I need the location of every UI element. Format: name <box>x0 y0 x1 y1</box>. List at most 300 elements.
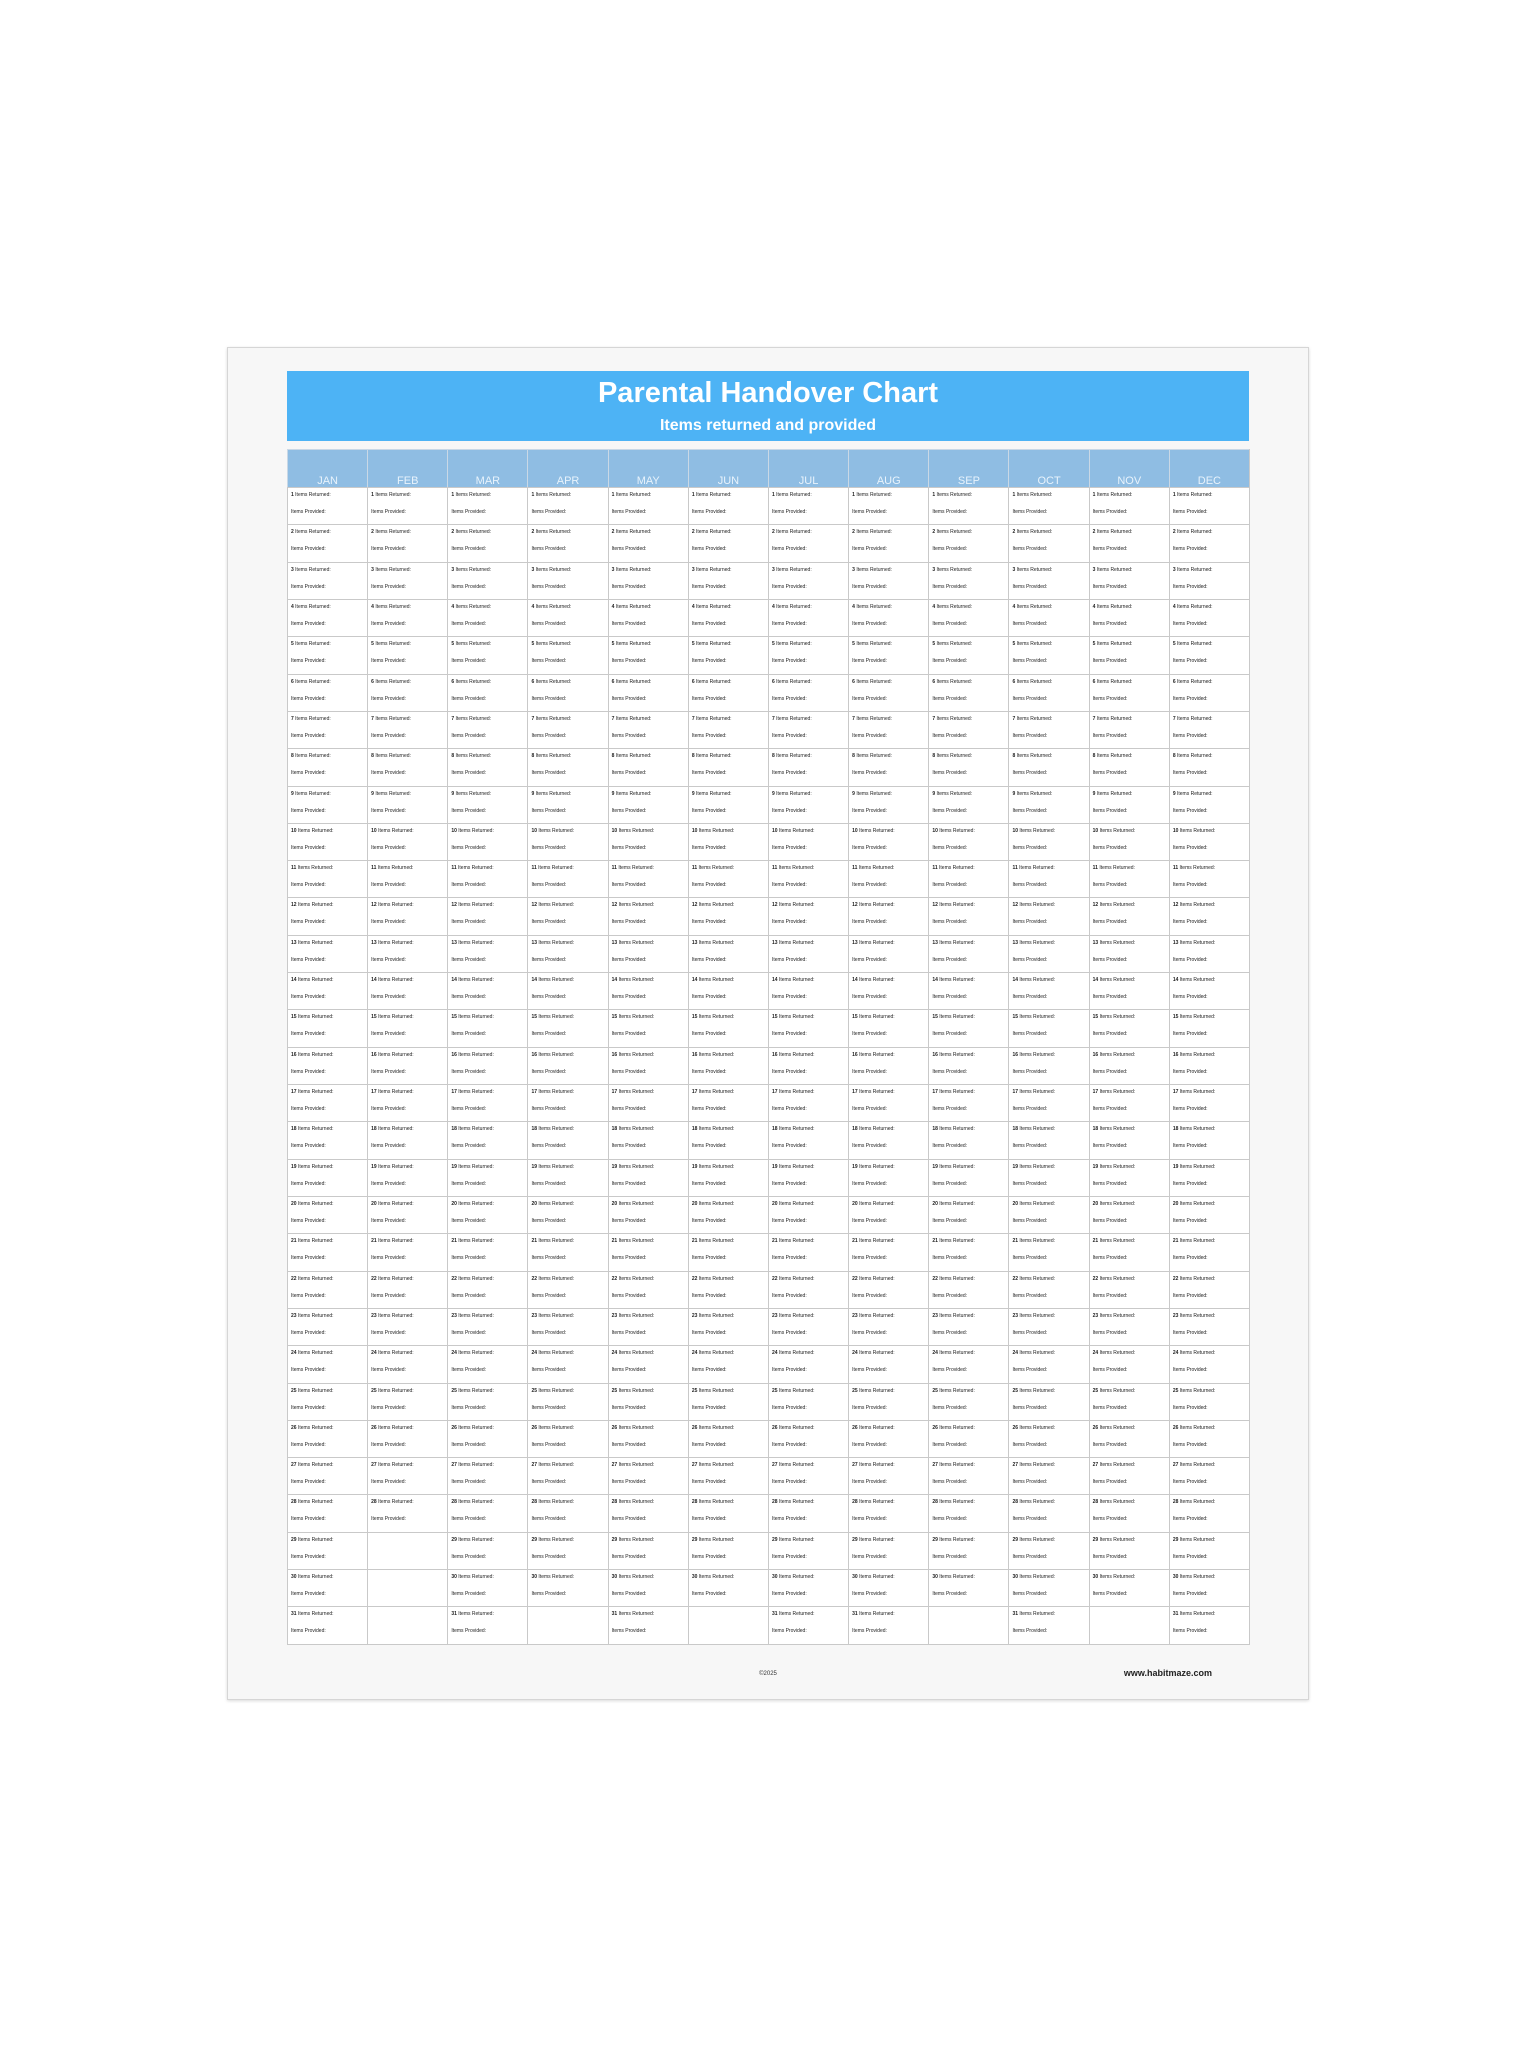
day-cell[interactable] <box>768 1084 848 1121</box>
day-cell[interactable] <box>527 487 607 524</box>
day-cell[interactable] <box>287 1457 367 1494</box>
day-cell[interactable] <box>1008 1233 1088 1270</box>
day-cell[interactable] <box>527 524 607 561</box>
day-cell[interactable] <box>1089 524 1169 561</box>
day-cell[interactable] <box>848 674 928 711</box>
day-cell[interactable] <box>608 1159 688 1196</box>
day-cell[interactable] <box>447 972 527 1009</box>
day-cell[interactable] <box>287 562 367 599</box>
day-cell[interactable] <box>447 1084 527 1121</box>
day-cell[interactable] <box>1169 1159 1249 1196</box>
day-cell[interactable] <box>768 1121 848 1158</box>
day-cell[interactable] <box>447 748 527 785</box>
day-cell[interactable] <box>688 711 768 748</box>
day-cell[interactable] <box>1089 1233 1169 1270</box>
day-cell[interactable] <box>848 1196 928 1233</box>
day-cell[interactable] <box>608 935 688 972</box>
day-cell[interactable] <box>848 1457 928 1494</box>
day-cell[interactable] <box>1089 562 1169 599</box>
day-cell[interactable] <box>608 1308 688 1345</box>
day-cell[interactable] <box>688 1009 768 1046</box>
day-cell[interactable] <box>1089 897 1169 934</box>
day-cell[interactable] <box>287 1084 367 1121</box>
day-cell[interactable] <box>527 935 607 972</box>
day-cell[interactable] <box>768 823 848 860</box>
day-cell[interactable] <box>608 1121 688 1158</box>
day-cell[interactable] <box>367 1084 447 1121</box>
day-cell[interactable] <box>768 935 848 972</box>
day-cell[interactable] <box>928 1494 1008 1531</box>
day-cell[interactable] <box>848 786 928 823</box>
day-cell[interactable] <box>1089 860 1169 897</box>
day-cell[interactable] <box>527 1121 607 1158</box>
day-cell[interactable] <box>527 1009 607 1046</box>
day-cell[interactable] <box>367 487 447 524</box>
day-cell[interactable] <box>1089 1383 1169 1420</box>
day-cell[interactable] <box>447 711 527 748</box>
day-cell[interactable] <box>1169 1047 1249 1084</box>
day-cell[interactable] <box>1169 1009 1249 1046</box>
day-cell[interactable] <box>287 1009 367 1046</box>
day-cell[interactable] <box>527 1084 607 1121</box>
day-cell[interactable] <box>1169 786 1249 823</box>
day-cell[interactable] <box>608 748 688 785</box>
day-cell[interactable] <box>688 1084 768 1121</box>
day-cell[interactable] <box>688 1457 768 1494</box>
day-cell[interactable] <box>1008 860 1088 897</box>
day-cell[interactable] <box>447 897 527 934</box>
day-cell[interactable] <box>527 972 607 1009</box>
day-cell[interactable] <box>287 935 367 972</box>
day-cell[interactable] <box>1008 1345 1088 1382</box>
day-cell[interactable] <box>527 674 607 711</box>
day-cell[interactable] <box>928 1345 1008 1382</box>
day-cell[interactable] <box>447 1457 527 1494</box>
day-cell[interactable] <box>768 1308 848 1345</box>
day-cell[interactable] <box>287 897 367 934</box>
day-cell[interactable] <box>768 1569 848 1606</box>
day-cell[interactable] <box>688 823 768 860</box>
day-cell[interactable] <box>367 1271 447 1308</box>
day-cell[interactable] <box>1089 1009 1169 1046</box>
day-cell[interactable] <box>367 1457 447 1494</box>
day-cell[interactable] <box>287 1233 367 1270</box>
day-cell[interactable] <box>1169 711 1249 748</box>
day-cell[interactable] <box>367 1196 447 1233</box>
day-cell[interactable] <box>1169 674 1249 711</box>
day-cell[interactable] <box>527 1308 607 1345</box>
day-cell[interactable] <box>848 487 928 524</box>
day-cell[interactable] <box>688 487 768 524</box>
day-cell[interactable] <box>367 1047 447 1084</box>
day-cell[interactable] <box>928 748 1008 785</box>
day-cell[interactable] <box>768 786 848 823</box>
day-cell[interactable] <box>608 599 688 636</box>
day-cell[interactable] <box>447 786 527 823</box>
day-cell[interactable] <box>367 1345 447 1382</box>
day-cell[interactable] <box>928 674 1008 711</box>
day-cell[interactable] <box>367 1308 447 1345</box>
day-cell[interactable] <box>367 636 447 673</box>
day-cell[interactable] <box>1089 1345 1169 1382</box>
day-cell[interactable] <box>608 524 688 561</box>
day-cell[interactable] <box>287 599 367 636</box>
day-cell[interactable] <box>1089 1569 1169 1606</box>
day-cell[interactable] <box>447 524 527 561</box>
day-cell[interactable] <box>1089 1308 1169 1345</box>
day-cell[interactable] <box>768 524 848 561</box>
day-cell[interactable] <box>447 487 527 524</box>
day-cell[interactable] <box>768 1457 848 1494</box>
day-cell[interactable] <box>928 1532 1008 1569</box>
day-cell[interactable] <box>447 1532 527 1569</box>
day-cell[interactable] <box>287 711 367 748</box>
day-cell[interactable] <box>287 1420 367 1457</box>
day-cell[interactable] <box>928 1457 1008 1494</box>
day-cell[interactable] <box>447 935 527 972</box>
day-cell[interactable] <box>287 1159 367 1196</box>
day-cell[interactable] <box>447 1420 527 1457</box>
day-cell[interactable] <box>928 1308 1008 1345</box>
day-cell[interactable] <box>527 1569 607 1606</box>
day-cell[interactable] <box>287 1383 367 1420</box>
day-cell[interactable] <box>527 1345 607 1382</box>
day-cell[interactable] <box>527 860 607 897</box>
day-cell[interactable] <box>688 1233 768 1270</box>
day-cell[interactable] <box>768 562 848 599</box>
day-cell[interactable] <box>367 860 447 897</box>
day-cell[interactable] <box>287 1494 367 1531</box>
day-cell[interactable] <box>928 1009 1008 1046</box>
day-cell[interactable] <box>1089 1121 1169 1158</box>
day-cell[interactable] <box>367 1121 447 1158</box>
day-cell[interactable] <box>688 1196 768 1233</box>
day-cell[interactable] <box>608 1606 688 1643</box>
day-cell[interactable] <box>527 1494 607 1531</box>
day-cell[interactable] <box>1089 599 1169 636</box>
day-cell[interactable] <box>1169 1569 1249 1606</box>
day-cell[interactable] <box>768 599 848 636</box>
day-cell[interactable] <box>608 1569 688 1606</box>
day-cell[interactable] <box>1089 823 1169 860</box>
day-cell[interactable] <box>1008 935 1088 972</box>
day-cell[interactable] <box>1169 897 1249 934</box>
day-cell[interactable] <box>1008 897 1088 934</box>
day-cell[interactable] <box>688 860 768 897</box>
day-cell[interactable] <box>1089 972 1169 1009</box>
day-cell[interactable] <box>688 935 768 972</box>
day-cell[interactable] <box>768 487 848 524</box>
day-cell[interactable] <box>608 1233 688 1270</box>
day-cell[interactable] <box>608 1494 688 1531</box>
day-cell[interactable] <box>1008 1383 1088 1420</box>
day-cell[interactable] <box>1169 1532 1249 1569</box>
day-cell[interactable] <box>608 1532 688 1569</box>
day-cell[interactable] <box>1008 1308 1088 1345</box>
day-cell[interactable] <box>768 1047 848 1084</box>
day-cell[interactable] <box>848 1271 928 1308</box>
day-cell[interactable] <box>608 1084 688 1121</box>
day-cell[interactable] <box>447 636 527 673</box>
day-cell[interactable] <box>1169 599 1249 636</box>
day-cell[interactable] <box>688 1383 768 1420</box>
day-cell[interactable] <box>447 599 527 636</box>
day-cell[interactable] <box>1169 1494 1249 1531</box>
day-cell[interactable] <box>848 1532 928 1569</box>
day-cell[interactable] <box>287 786 367 823</box>
day-cell[interactable] <box>1089 487 1169 524</box>
day-cell[interactable] <box>928 935 1008 972</box>
day-cell[interactable] <box>848 1569 928 1606</box>
day-cell[interactable] <box>287 1569 367 1606</box>
day-cell[interactable] <box>848 711 928 748</box>
day-cell[interactable] <box>928 524 1008 561</box>
day-cell[interactable] <box>928 897 1008 934</box>
day-cell[interactable] <box>768 636 848 673</box>
day-cell[interactable] <box>287 674 367 711</box>
day-cell[interactable] <box>367 972 447 1009</box>
day-cell[interactable] <box>608 823 688 860</box>
day-cell[interactable] <box>1169 1233 1249 1270</box>
day-cell[interactable] <box>287 1606 367 1643</box>
day-cell[interactable] <box>848 1494 928 1531</box>
day-cell[interactable] <box>688 1159 768 1196</box>
day-cell[interactable] <box>1089 711 1169 748</box>
day-cell[interactable] <box>287 823 367 860</box>
day-cell[interactable] <box>688 599 768 636</box>
day-cell[interactable] <box>768 1383 848 1420</box>
day-cell[interactable] <box>447 674 527 711</box>
day-cell[interactable] <box>688 1121 768 1158</box>
day-cell[interactable] <box>447 1494 527 1531</box>
day-cell[interactable] <box>447 1383 527 1420</box>
day-cell[interactable] <box>928 1569 1008 1606</box>
day-cell[interactable] <box>848 972 928 1009</box>
day-cell[interactable] <box>447 1233 527 1270</box>
day-cell[interactable] <box>928 860 1008 897</box>
day-cell[interactable] <box>1089 748 1169 785</box>
day-cell[interactable] <box>1169 1457 1249 1494</box>
day-cell[interactable] <box>447 1047 527 1084</box>
day-cell[interactable] <box>848 1420 928 1457</box>
day-cell[interactable] <box>527 748 607 785</box>
day-cell[interactable] <box>688 1494 768 1531</box>
day-cell[interactable] <box>287 1196 367 1233</box>
day-cell[interactable] <box>1008 1532 1088 1569</box>
day-cell[interactable] <box>928 823 1008 860</box>
day-cell[interactable] <box>1008 524 1088 561</box>
day-cell[interactable] <box>1008 636 1088 673</box>
day-cell[interactable] <box>527 636 607 673</box>
day-cell[interactable] <box>527 786 607 823</box>
day-cell[interactable] <box>1169 487 1249 524</box>
day-cell[interactable] <box>768 860 848 897</box>
day-cell[interactable] <box>1008 562 1088 599</box>
day-cell[interactable] <box>367 786 447 823</box>
day-cell[interactable] <box>1089 1159 1169 1196</box>
day-cell[interactable] <box>928 562 1008 599</box>
day-cell[interactable] <box>1089 674 1169 711</box>
day-cell[interactable] <box>367 1233 447 1270</box>
day-cell[interactable] <box>287 1345 367 1382</box>
day-cell[interactable] <box>1169 935 1249 972</box>
day-cell[interactable] <box>527 1271 607 1308</box>
day-cell[interactable] <box>608 711 688 748</box>
day-cell[interactable] <box>688 1532 768 1569</box>
day-cell[interactable] <box>1008 1457 1088 1494</box>
day-cell[interactable] <box>848 748 928 785</box>
day-cell[interactable] <box>447 1569 527 1606</box>
day-cell[interactable] <box>928 1420 1008 1457</box>
day-cell[interactable] <box>527 1420 607 1457</box>
day-cell[interactable] <box>848 1308 928 1345</box>
day-cell[interactable] <box>1008 972 1088 1009</box>
day-cell[interactable] <box>1089 1457 1169 1494</box>
day-cell[interactable] <box>768 972 848 1009</box>
day-cell[interactable] <box>928 636 1008 673</box>
day-cell[interactable] <box>287 748 367 785</box>
day-cell[interactable] <box>1169 562 1249 599</box>
day-cell[interactable] <box>848 562 928 599</box>
day-cell[interactable] <box>768 1420 848 1457</box>
day-cell[interactable] <box>928 1383 1008 1420</box>
day-cell[interactable] <box>688 1047 768 1084</box>
day-cell[interactable] <box>1008 1494 1088 1531</box>
day-cell[interactable] <box>688 562 768 599</box>
day-cell[interactable] <box>527 711 607 748</box>
day-cell[interactable] <box>768 1271 848 1308</box>
day-cell[interactable] <box>1169 1345 1249 1382</box>
day-cell[interactable] <box>688 748 768 785</box>
day-cell[interactable] <box>287 524 367 561</box>
day-cell[interactable] <box>608 972 688 1009</box>
day-cell[interactable] <box>1089 1532 1169 1569</box>
day-cell[interactable] <box>848 823 928 860</box>
day-cell[interactable] <box>367 935 447 972</box>
day-cell[interactable] <box>447 1606 527 1643</box>
day-cell[interactable] <box>848 1606 928 1643</box>
day-cell[interactable] <box>527 1233 607 1270</box>
day-cell[interactable] <box>688 1569 768 1606</box>
day-cell[interactable] <box>287 1271 367 1308</box>
day-cell[interactable] <box>928 1159 1008 1196</box>
day-cell[interactable] <box>848 1345 928 1382</box>
day-cell[interactable] <box>848 1121 928 1158</box>
day-cell[interactable] <box>688 897 768 934</box>
day-cell[interactable] <box>367 524 447 561</box>
day-cell[interactable] <box>1008 1420 1088 1457</box>
day-cell[interactable] <box>688 1308 768 1345</box>
day-cell[interactable] <box>367 562 447 599</box>
day-cell[interactable] <box>1008 1271 1088 1308</box>
day-cell[interactable] <box>527 562 607 599</box>
day-cell[interactable] <box>768 1196 848 1233</box>
day-cell[interactable] <box>848 1233 928 1270</box>
day-cell[interactable] <box>608 1420 688 1457</box>
day-cell[interactable] <box>928 599 1008 636</box>
day-cell[interactable] <box>848 599 928 636</box>
day-cell[interactable] <box>287 860 367 897</box>
day-cell[interactable] <box>608 860 688 897</box>
day-cell[interactable] <box>768 1345 848 1382</box>
day-cell[interactable] <box>928 786 1008 823</box>
day-cell[interactable] <box>1169 1196 1249 1233</box>
day-cell[interactable] <box>1089 786 1169 823</box>
day-cell[interactable] <box>527 1047 607 1084</box>
day-cell[interactable] <box>367 748 447 785</box>
day-cell[interactable] <box>688 972 768 1009</box>
day-cell[interactable] <box>928 1271 1008 1308</box>
day-cell[interactable] <box>1089 1494 1169 1531</box>
day-cell[interactable] <box>768 748 848 785</box>
day-cell[interactable] <box>768 711 848 748</box>
day-cell[interactable] <box>367 897 447 934</box>
day-cell[interactable] <box>848 1383 928 1420</box>
day-cell[interactable] <box>1169 1084 1249 1121</box>
day-cell[interactable] <box>447 1308 527 1345</box>
day-cell[interactable] <box>1169 860 1249 897</box>
day-cell[interactable] <box>928 487 1008 524</box>
day-cell[interactable] <box>1169 972 1249 1009</box>
day-cell[interactable] <box>447 1121 527 1158</box>
day-cell[interactable] <box>527 599 607 636</box>
day-cell[interactable] <box>287 1047 367 1084</box>
day-cell[interactable] <box>608 1271 688 1308</box>
day-cell[interactable] <box>367 1420 447 1457</box>
day-cell[interactable] <box>527 1196 607 1233</box>
day-cell[interactable] <box>447 823 527 860</box>
day-cell[interactable] <box>1169 1308 1249 1345</box>
day-cell[interactable] <box>928 1084 1008 1121</box>
day-cell[interactable] <box>367 1494 447 1531</box>
day-cell[interactable] <box>1169 1121 1249 1158</box>
day-cell[interactable] <box>608 1383 688 1420</box>
day-cell[interactable] <box>527 1532 607 1569</box>
day-cell[interactable] <box>447 1271 527 1308</box>
day-cell[interactable] <box>367 1009 447 1046</box>
day-cell[interactable] <box>1169 636 1249 673</box>
day-cell[interactable] <box>1169 1383 1249 1420</box>
day-cell[interactable] <box>1008 1196 1088 1233</box>
day-cell[interactable] <box>527 1457 607 1494</box>
day-cell[interactable] <box>447 1009 527 1046</box>
day-cell[interactable] <box>768 1159 848 1196</box>
day-cell[interactable] <box>928 1047 1008 1084</box>
day-cell[interactable] <box>1008 748 1088 785</box>
day-cell[interactable] <box>527 1159 607 1196</box>
day-cell[interactable] <box>447 562 527 599</box>
day-cell[interactable] <box>608 1047 688 1084</box>
day-cell[interactable] <box>768 897 848 934</box>
day-cell[interactable] <box>608 636 688 673</box>
day-cell[interactable] <box>928 1233 1008 1270</box>
day-cell[interactable] <box>447 1159 527 1196</box>
day-cell[interactable] <box>848 1084 928 1121</box>
day-cell[interactable] <box>1008 711 1088 748</box>
day-cell[interactable] <box>768 1606 848 1643</box>
day-cell[interactable] <box>1008 1159 1088 1196</box>
day-cell[interactable] <box>1169 1420 1249 1457</box>
day-cell[interactable] <box>367 823 447 860</box>
day-cell[interactable] <box>527 823 607 860</box>
day-cell[interactable] <box>1008 1047 1088 1084</box>
day-cell[interactable] <box>1008 1606 1088 1643</box>
day-cell[interactable] <box>367 711 447 748</box>
day-cell[interactable] <box>848 1159 928 1196</box>
day-cell[interactable] <box>367 599 447 636</box>
day-cell[interactable] <box>608 786 688 823</box>
day-cell[interactable] <box>447 860 527 897</box>
